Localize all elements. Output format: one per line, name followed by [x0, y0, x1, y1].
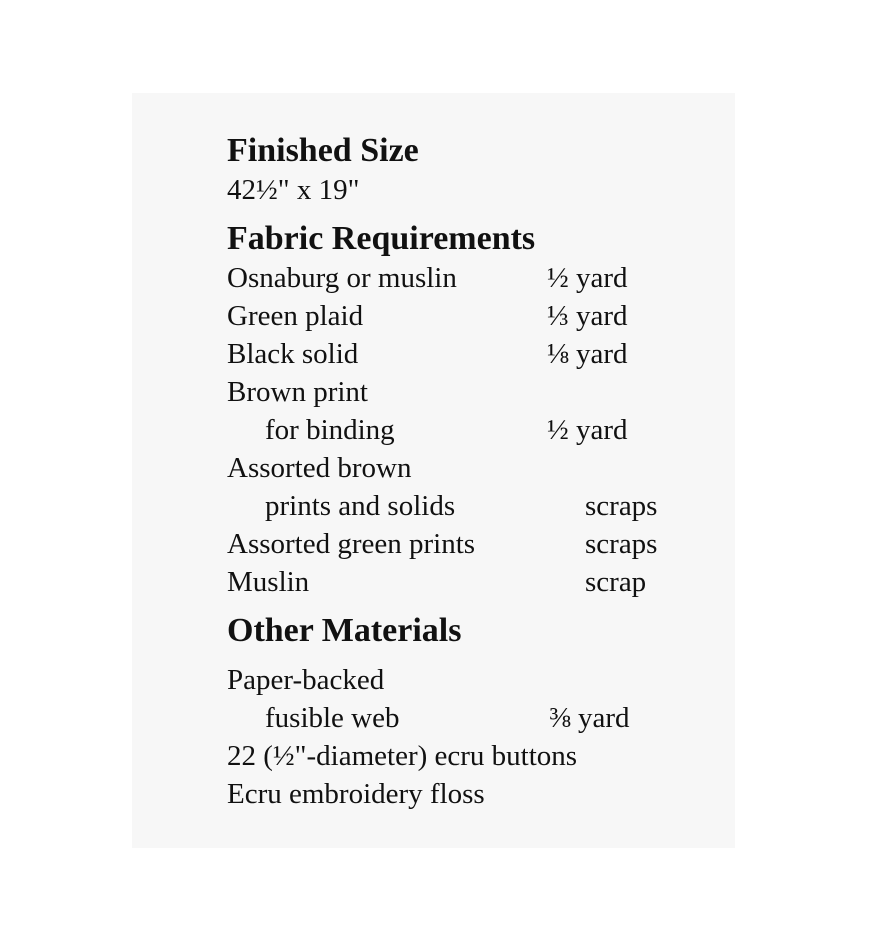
other-materials-heading: Other Materials: [227, 612, 462, 649]
fabric-qty: scraps: [585, 490, 658, 522]
material-row: [227, 699, 727, 737]
material-row: [227, 661, 727, 699]
fabric-name: Assorted green prints: [227, 528, 476, 560]
material-qty: ⅜ yard: [549, 702, 630, 734]
material-name: fusible web: [265, 702, 400, 734]
material-name: 22 (½"-diameter) ecru buttons: [227, 740, 578, 772]
finished-size-heading: Finished Size: [227, 132, 419, 169]
fabric-row: [227, 373, 727, 411]
fabric-name: Green plaid: [227, 300, 364, 332]
fabric-qty: ⅓ yard: [547, 300, 628, 332]
fabric-name: Assorted brown: [227, 452, 412, 484]
fabric-qty: ½ yard: [547, 414, 628, 446]
material-row: [227, 775, 727, 813]
fabric-name: Brown print: [227, 376, 368, 408]
fabric-row: [227, 335, 727, 373]
fabric-name: Black solid: [227, 338, 359, 370]
fabric-row: [227, 487, 727, 525]
fabric-qty: scraps: [585, 528, 658, 560]
finished-size-value: 42½" x 19": [227, 174, 360, 206]
fabric-row: [227, 411, 727, 449]
fabric-qty: ⅛ yard: [547, 338, 628, 370]
fabric-row: [227, 449, 727, 487]
fabric-name: for binding: [265, 414, 395, 446]
fabric-qty: ½ yard: [547, 262, 628, 294]
material-row: [227, 737, 727, 775]
fabric-requirements-heading: Fabric Requirements: [227, 220, 536, 257]
fabric-row: [227, 563, 727, 601]
section-gap: [227, 651, 727, 661]
materials-card: [132, 93, 735, 848]
section-gap: [227, 601, 727, 611]
material-name: Ecru embroidery floss: [227, 778, 485, 810]
fabric-name: prints and solids: [265, 490, 456, 522]
material-name: Paper-backed: [227, 664, 385, 696]
fabric-name: Osnaburg or muslin: [227, 262, 457, 294]
fabric-row: [227, 297, 727, 335]
fabric-qty: scrap: [585, 566, 647, 598]
fabric-row: [227, 259, 727, 297]
fabric-name: Muslin: [227, 566, 310, 598]
fabric-row: [227, 525, 727, 563]
materials-list: [227, 131, 727, 813]
